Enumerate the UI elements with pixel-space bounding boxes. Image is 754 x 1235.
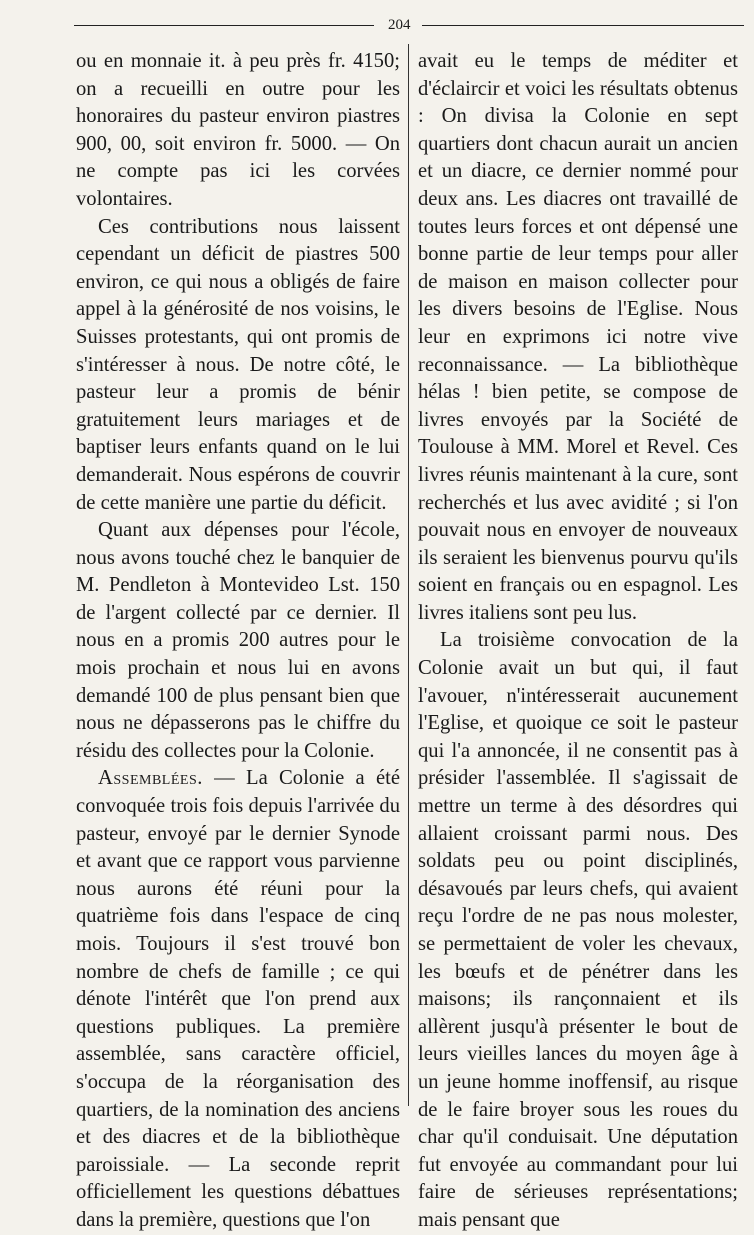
column-divider xyxy=(408,44,409,1106)
left-paragraph-3: Quant aux dépenses pour l'école, nous avons touché chez le banquier de M. Pendleton à Montevideo Lst. 150 de l'argent collecté par ce dernier. Il nous en a promis 200 autres pour le mois prochain et nous lui en avons demandé 100 de plus pensant bien que nous ne dépasserons pas le chiffre du résidu des collectes pour la Colonie. xyxy=(76,519,400,762)
right-column xyxy=(418,48,738,1235)
right-paragraph-1: avait eu le temps de méditer et d'éclaircir et voici les résultats obtenus : On divisa la Colonie en sept quartiers dont chacun aurait un ancien et un diacre, ce dernier nommé pour deux ans. Les diacres ont travaillé de toutes leurs forces et ont dépensé une bonne partie de leur temps pour aller de maison en maison collecter pour les divers besoins de l'Eglise. Nous leur en exprimons ici notre vive reconnaissance. — La bibliothèque hélas ! bien petite, se compose de livres envoyés par la Société de Toulouse à MM. Morel et Revel. Ces livres réunis maintenant à la cure, sont recherchés et lus avec avidité ; si l'on pouvait nous en envoyer de nouveaux ils seraient les bienvenus pourvu qu'ils soient en français ou en espagnol. Les livres italiens sont peu lus. xyxy=(418,50,738,624)
header-rule-right xyxy=(422,25,744,26)
left-column xyxy=(76,48,400,1235)
left-paragraph-2: Ces contributions nous laissent cependant un déficit de piastres 500 environ, ce qui nous a obligés de faire appel à la générosité de nos voisins, le Suisses protestants, qui ont promis de s'intéresser à nous. De notre côté, le pasteur leur a promis de bénir gratuitement leurs mariages et de baptiser leurs enfants quand on le lui demanderait. Nous espérons de couvrir de cette manière une partie du déficit. xyxy=(76,215,400,514)
page-header xyxy=(74,14,744,38)
left-paragraph-4-text: — La Colonie a été convoquée trois fois depuis l'arrivée du pasteur, envoyé par le dernier Synode et avant que ce rapport vous parvienne nous aurons été réuni pour la quatrième fois dans l'espace de cinq mois. Toujours il s'est trouvé bon nombre de chefs de famille ; ce qui dénote l'intérêt que l'on prend aux questions publiques. La première assemblée, sans caractère officiel, s'occupa de la réorganisation des quartiers, de la nomination des anciens et des diacres et de la bibliothèque paroissiale. — La seconde reprit officiellement les questions débattues dans la première, questions que l'on xyxy=(76,767,400,1231)
left-paragraph-1: ou en monnaie it. à peu près fr. 4150; on a recueilli en outre pour les honoraires du pasteur environ piastres 900, 00, soit environ fr. 5000. — On ne compte pas ici les corvées volontaires. xyxy=(76,50,400,210)
section-heading-assemblees: Assemblées. xyxy=(98,767,203,790)
right-paragraph-2: La troisième convocation de la Colonie avait un but qui, il faut l'avouer, n'intéresserait aucunement l'Eglise, et quoique ce soit le pasteur qui l'a annoncée, il ne consentit pas à présider l'assemblée. Il s'agissait de mettre un terme à des désordres qui allaient croissant parmi nous. Des soldats peu ou point disciplinés, désavoués par leurs chefs, qui avaient reçu l'ordre de ne pas nous molester, se permettaient de voler les chevaux, les bœufs et de pénétrer dans les maisons; ils rançonnaient et ils allèrent jusqu'à présenter le bout de leurs vieilles lances du moyen âge à un jeune homme inoffensif, au risque de le faire broyer sous les roues du char qu'il conduisait. Une députation fut envoyée au commandant pour lui faire de sérieuses représentations; mais pensant que xyxy=(418,629,738,1231)
page-number: 204 xyxy=(388,17,411,33)
header-rule-left xyxy=(74,25,374,26)
left-paragraph-4 xyxy=(76,765,400,1234)
